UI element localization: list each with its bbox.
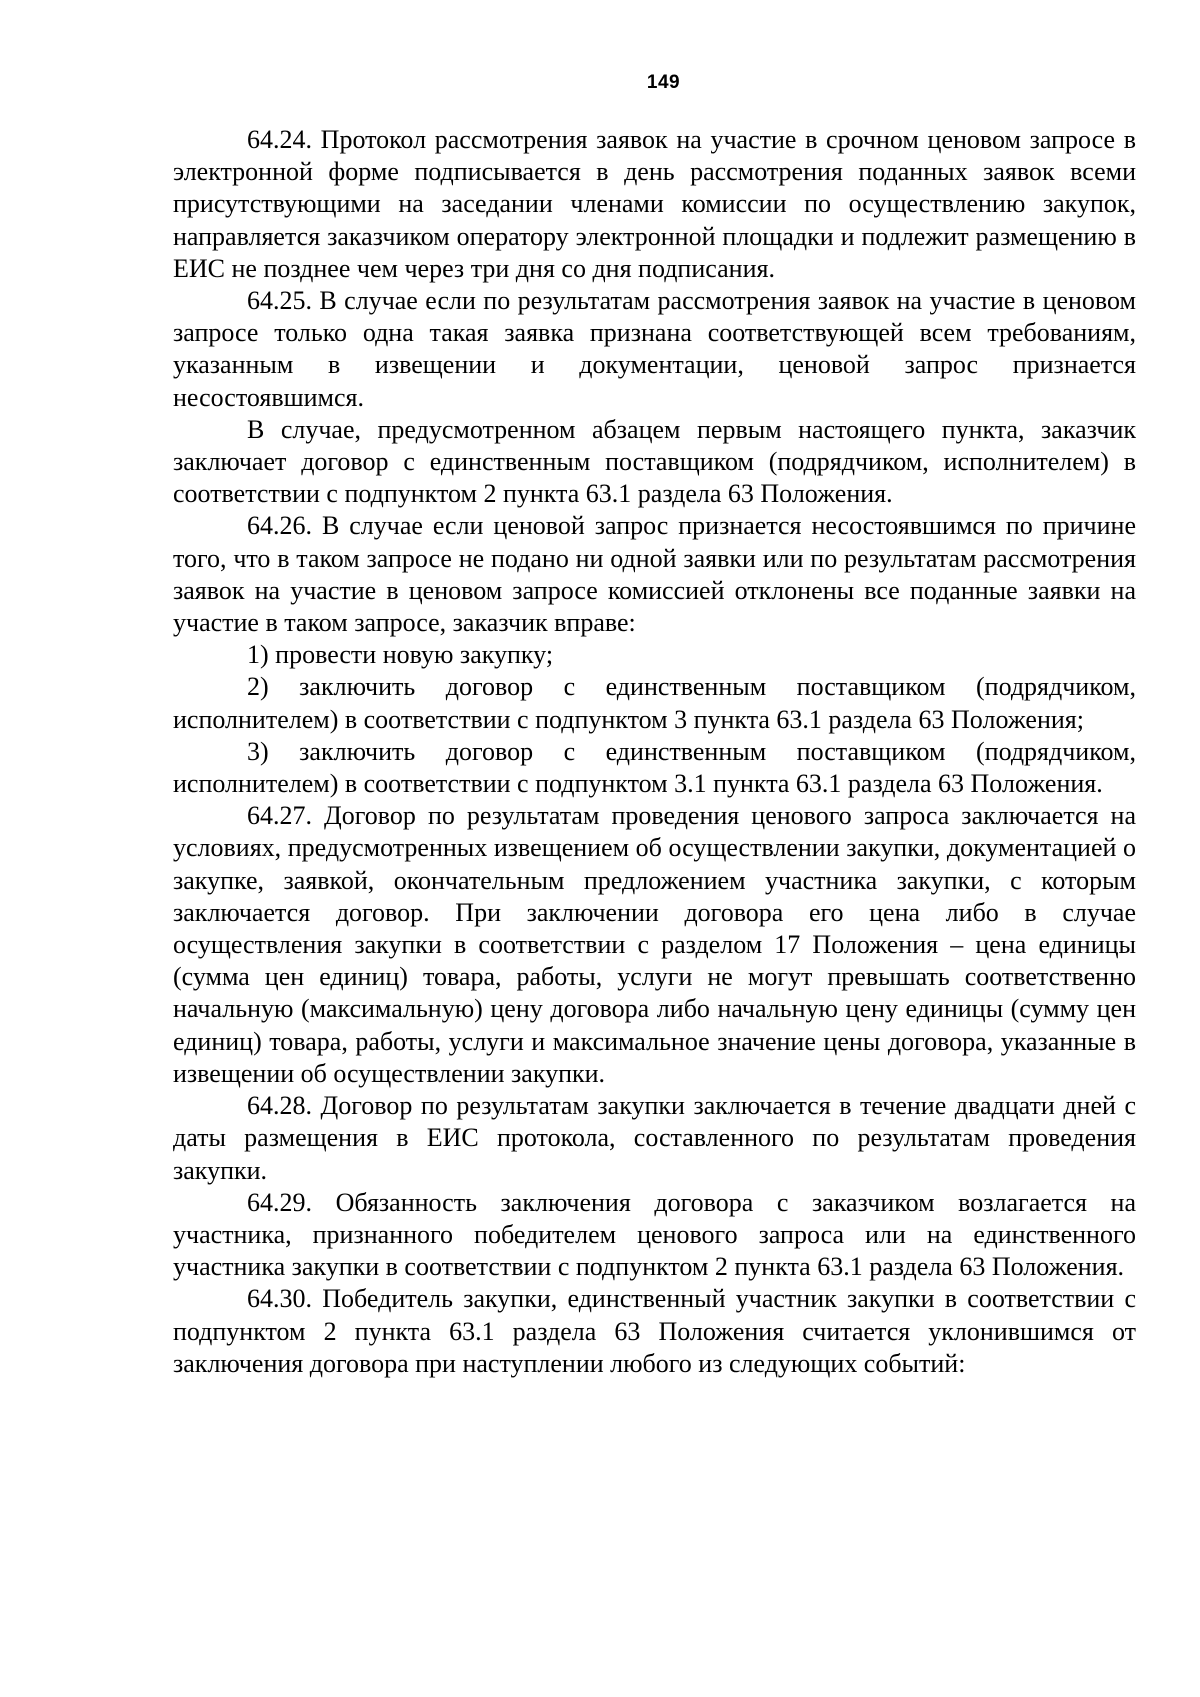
paragraph-64-24: 64.24. Протокол рассмотрения заявок на участие в срочном ценовом запросе в электронной форме подписывается в день рассмотрения поданных заявок всеми присутствующими на заседании членами комиссии по осуществлению закупок, направляется заказчиком оператору электронной площадки и подлежит размещению в ЕИС не позднее чем через три дня со дня подписания. [173, 125, 1136, 283]
paragraph-64-28: 64.28. Договор по результатам закупки заключается в течение двадцати дней с даты размещения в ЕИС протокола, составленного по результатам проведения закупки. [173, 1091, 1136, 1185]
paragraph-64-25: 64.25. В случае если по результатам рассмотрения заявок на участие в ценовом запросе только одна такая заявка признана соответствующей всем требованиям, указанным в извещении и документации, ценовой запрос признается несостоявшимся. [173, 286, 1136, 412]
list-item-3: 3) заключить договор с единственным поставщиком (подрядчиком, исполнителем) в соответствии с подпунктом 3.1 пункта 63.1 раздела 63 Положения. [173, 736, 1136, 799]
list-item-1: 1) провести новую закупку; [247, 640, 554, 670]
document-body [173, 124, 1136, 1380]
paragraph-64-25-second-abzac: В случае, предусмотренном абзацем первым настоящего пункта, заказчик заключает договор с единственным поставщиком (подрядчиком, исполнителем) в соответствии с подпунктом 2 пункта 63.1 раздела 63 Положения. [173, 414, 1136, 509]
page-number: 149 [646, 72, 681, 93]
paragraph-64-26: 64.26. В случае если ценовой запрос признается несостоявшимся по причине того, что в таком запросе не подано ни одной заявки или по результатам рассмотрения заявок на участие в ценовом запросе комиссией отклонены все поданные заявки на участие в таком запросе, заказчик вправе: [173, 511, 1136, 638]
list-item-2: 2) заключить договор с единственным поставщиком (подрядчиком, исполнителем) в соответствии с подпунктом 3 пункта 63.1 раздела 63 Положения; [173, 672, 1136, 734]
paragraph-64-30: 64.30. Победитель закупки, единственный участник закупки в соответствии с подпунктом 2 пункта 63.1 раздела 63 Положения считается уклонившимся от заключения договора при наступлении любого из следующих событий: [173, 1284, 1136, 1378]
paragraph-64-27: 64.27. Договор по результатам проведения ценового запроса заключается на условиях, предусмотренных извещением об осуществлении закупки, документацией о закупке, заявкой, окончательным предложением участника закупки, с которым заключается договор. При заключении договора его цена либо в случае осуществления закупки в соответствии с разделом 17 Положения – цена единицы (сумма цен единиц) товара, работы, услуги не могут превышать соответственно начальную (максимальную) цену договора либо начальную цену единицы (сумму цен единиц) товара, работы, услуги и максимальное значение цены договора, указанные в извещении об осуществлении закупки. [173, 801, 1136, 1088]
paragraph-64-29: 64.29. Обязанность заключения договора с заказчиком возлагается на участника, признанного победителем ценового запроса или на единственного участника закупки в соответствии с подпунктом 2 пункта 63.1 раздела 63 Положения. [173, 1187, 1136, 1282]
